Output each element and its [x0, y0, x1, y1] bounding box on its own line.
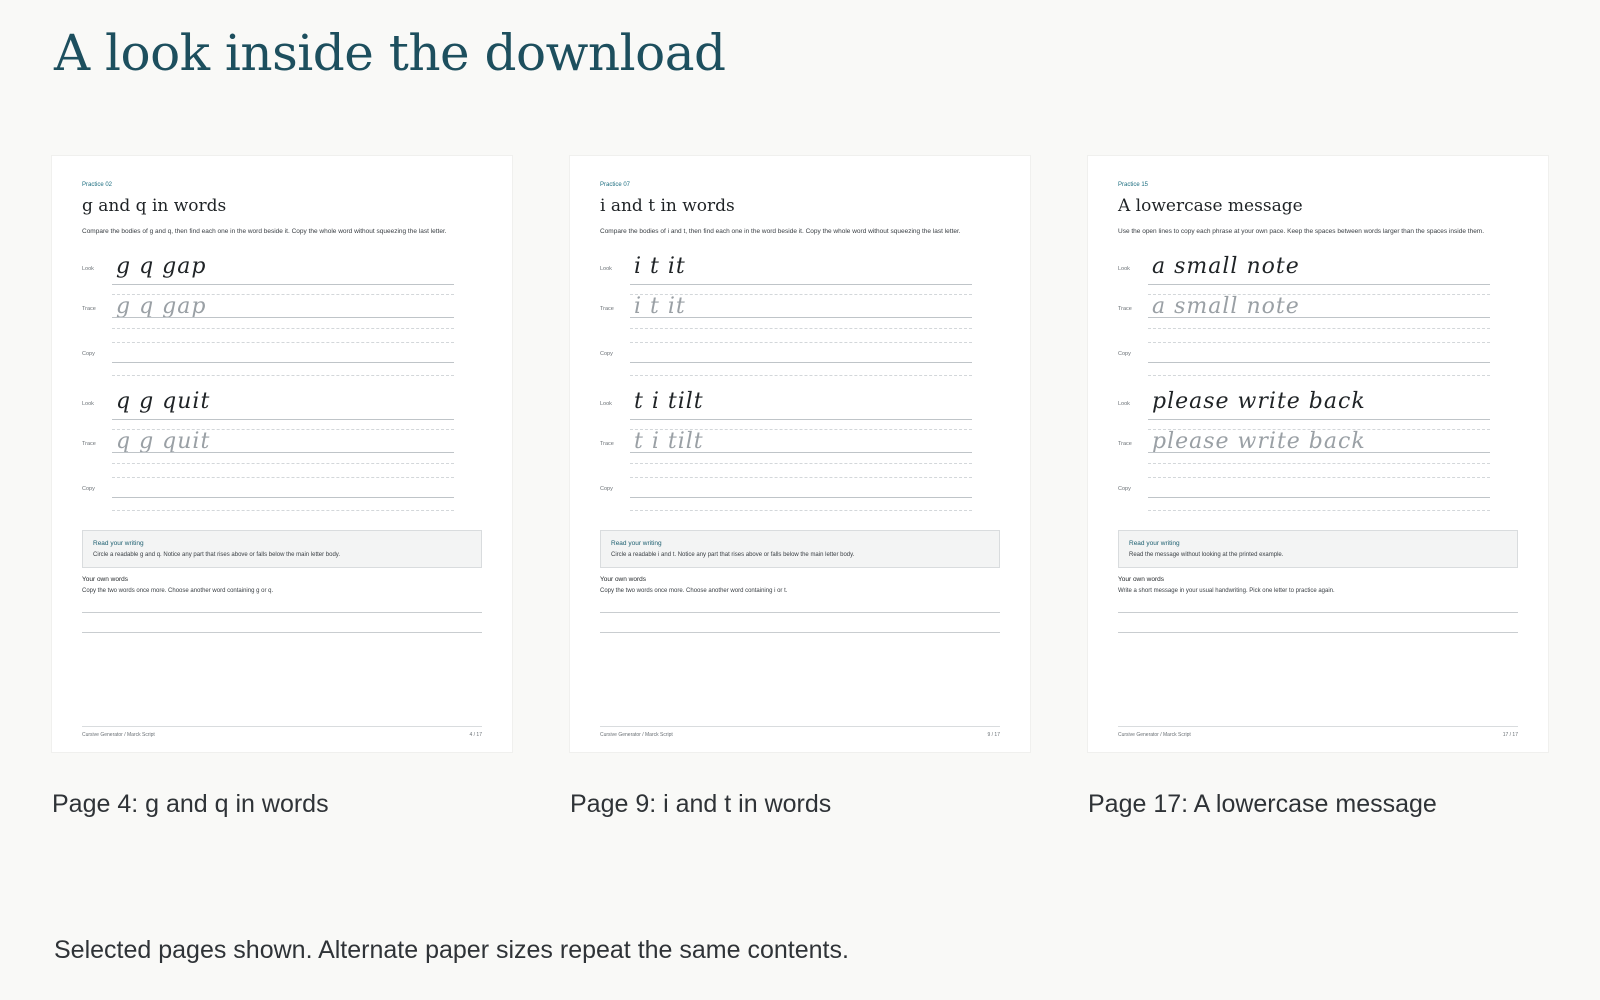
look-script: a small note — [1152, 254, 1300, 279]
trace-label: Trace — [1118, 441, 1132, 447]
footer-divider — [600, 726, 1000, 727]
baseline — [1148, 419, 1490, 420]
practice-label: Practice 02 — [82, 182, 113, 188]
writing-line — [1118, 632, 1518, 633]
worksheet-preview[interactable] — [52, 156, 512, 752]
guide-line — [630, 342, 972, 343]
copy-label: Copy — [1118, 351, 1131, 357]
trace-label: Trace — [600, 441, 614, 447]
own-words-title: Your own words — [1118, 576, 1165, 583]
card-caption: Page 9: i and t in words — [570, 790, 832, 818]
copy-label: Copy — [600, 486, 613, 492]
baseline — [1148, 362, 1490, 363]
guide-line — [630, 375, 972, 376]
guide-line — [630, 463, 972, 464]
baseline — [630, 497, 972, 498]
trace-script: q g quit — [116, 429, 211, 454]
read-text: Circle a readable i and t. Notice any part that rises above or falls below the main letter body. — [611, 552, 855, 558]
baseline — [112, 497, 454, 498]
copy-label: Copy — [1118, 486, 1131, 492]
preview-card[interactable] — [1088, 156, 1548, 818]
guide-line — [1148, 463, 1490, 464]
footer-divider — [1118, 726, 1518, 727]
baseline — [1148, 317, 1490, 318]
baseline — [112, 419, 454, 420]
copy-label: Copy — [82, 351, 95, 357]
card-caption: Page 4: g and q in words — [52, 790, 329, 818]
look-label: Look — [1118, 266, 1130, 272]
footer-source: Cursive Generator / Marck Script — [1118, 732, 1191, 738]
look-script: g q gap — [116, 254, 207, 279]
baseline — [630, 419, 972, 420]
worksheet-preview[interactable] — [570, 156, 1030, 752]
baseline — [630, 284, 972, 285]
worksheet-title: i and t in words — [600, 196, 735, 216]
read-title: Read your writing — [1129, 540, 1180, 547]
baseline — [112, 284, 454, 285]
guide-line — [1148, 375, 1490, 376]
look-script: q g quit — [116, 389, 211, 414]
preview-card[interactable] — [52, 156, 512, 818]
guide-line — [112, 463, 454, 464]
baseline — [1148, 497, 1490, 498]
guide-line — [1148, 510, 1490, 511]
worksheet-instructions: Use the open lines to copy each phrase at your own pace. Keep the spaces between words larger than the spaces inside them. — [1118, 228, 1485, 235]
guide-line — [630, 328, 972, 329]
guide-line — [630, 477, 972, 478]
copy-label: Copy — [600, 351, 613, 357]
guide-line — [112, 328, 454, 329]
trace-script: g q gap — [116, 294, 207, 319]
footer-divider — [82, 726, 482, 727]
guide-line — [1148, 328, 1490, 329]
read-title: Read your writing — [611, 540, 662, 547]
own-words-text: Copy the two words once more. Choose another word containing i or t. — [600, 588, 788, 594]
guide-line — [1148, 342, 1490, 343]
baseline — [112, 317, 454, 318]
read-your-writing-box — [82, 530, 482, 568]
footnote: Selected pages shown. Alternate paper sizes repeat the same contents. — [54, 936, 849, 964]
trace-script: t i tilt — [634, 429, 704, 454]
look-script: t i tilt — [634, 389, 704, 414]
trace-label: Trace — [82, 306, 96, 312]
worksheet-title: A lowercase message — [1118, 196, 1303, 216]
baseline — [630, 317, 972, 318]
own-words-text: Write a short message in your usual handwriting. Pick one letter to practice again. — [1118, 588, 1335, 594]
trace-label: Trace — [600, 306, 614, 312]
guide-line — [630, 510, 972, 511]
guide-line — [112, 477, 454, 478]
read-text: Circle a readable g and q. Notice any part that rises above or falls below the main letter body. — [93, 552, 341, 558]
trace-script: a small note — [1152, 294, 1300, 319]
worksheet-title: g and q in words — [82, 196, 227, 216]
worksheet-instructions: Compare the bodies of g and q, then find each one in the word beside it. Copy the whole word without squeezing the last letter. — [82, 228, 447, 235]
guide-line — [112, 342, 454, 343]
own-words-title: Your own words — [82, 576, 129, 583]
footer-source: Cursive Generator / Marck Script — [600, 732, 673, 738]
look-script: i t it — [634, 254, 686, 279]
guide-line — [112, 510, 454, 511]
worksheet-instructions: Compare the bodies of i and t, then find each one in the word beside it. Copy the whole word without squeezing the last letter. — [600, 228, 961, 235]
writing-line — [600, 632, 1000, 633]
look-label: Look — [600, 266, 612, 272]
look-label: Look — [82, 401, 94, 407]
trace-label: Trace — [82, 441, 96, 447]
card-caption: Page 17: A lowercase message — [1088, 790, 1437, 818]
own-words-text: Copy the two words once more. Choose another word containing g or q. — [82, 588, 274, 594]
read-title: Read your writing — [93, 540, 144, 547]
guide-line — [112, 375, 454, 376]
page-title: A look inside the download — [54, 24, 726, 82]
practice-label: Practice 15 — [1118, 182, 1149, 188]
baseline — [112, 362, 454, 363]
own-words-title: Your own words — [600, 576, 647, 583]
footer-page-number: 9 / 17 — [987, 732, 1000, 738]
baseline — [1148, 452, 1490, 453]
baseline — [112, 452, 454, 453]
baseline — [1148, 284, 1490, 285]
baseline — [630, 362, 972, 363]
trace-script: i t it — [634, 294, 686, 319]
footer-page-number: 4 / 17 — [469, 732, 482, 738]
writing-line — [82, 632, 482, 633]
trace-label: Trace — [1118, 306, 1132, 312]
read-text: Read the message without looking at the printed example. — [1129, 552, 1284, 558]
preview-card[interactable] — [570, 156, 1030, 818]
baseline — [630, 452, 972, 453]
look-label: Look — [1118, 401, 1130, 407]
footer-source: Cursive Generator / Marck Script — [82, 732, 155, 738]
worksheet-preview[interactable] — [1088, 156, 1548, 752]
preview-cards — [52, 156, 1552, 856]
read-your-writing-box — [1118, 530, 1518, 568]
read-your-writing-box — [600, 530, 1000, 568]
practice-label: Practice 07 — [600, 182, 631, 188]
guide-line — [1148, 477, 1490, 478]
writing-line — [1118, 612, 1518, 613]
footer-page-number: 17 / 17 — [1502, 732, 1518, 738]
look-label: Look — [82, 266, 94, 272]
trace-script: please write back — [1152, 429, 1366, 454]
writing-line — [82, 612, 482, 613]
writing-line — [600, 612, 1000, 613]
copy-label: Copy — [82, 486, 95, 492]
look-script: please write back — [1152, 389, 1366, 414]
look-label: Look — [600, 401, 612, 407]
